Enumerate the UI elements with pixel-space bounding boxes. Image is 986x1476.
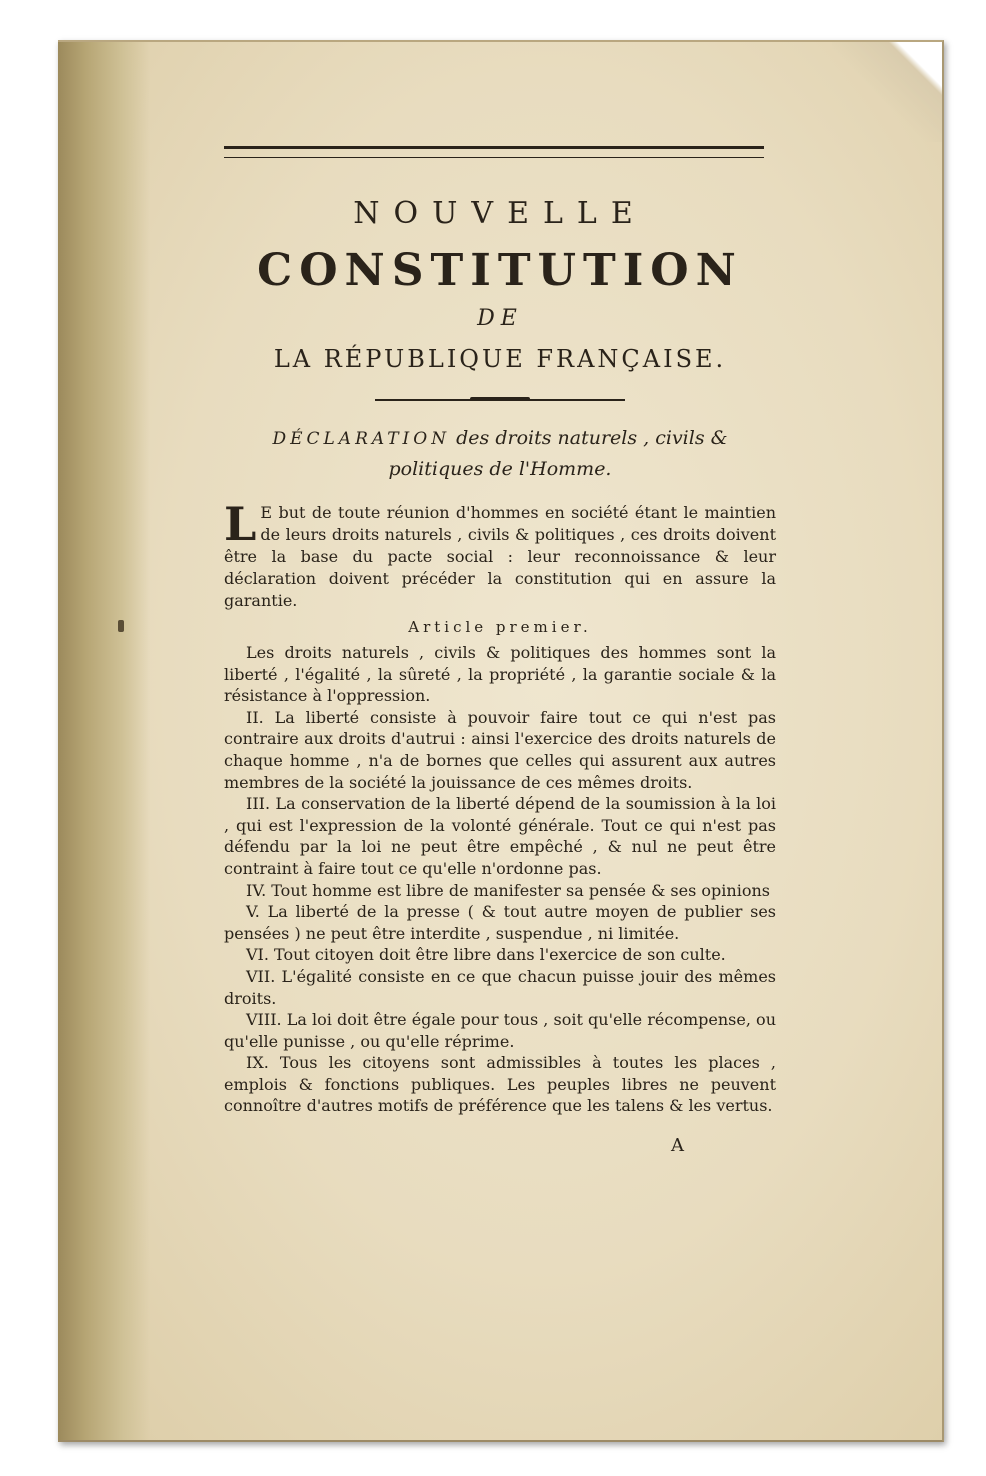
article-2: II. La liberté consiste à pouvoir faire tout ce qui n'est pas contraire aux droits d'autrui : ainsi l'exercice des droits naturels de chaque homme , n'a de bornes que celles qui assurent aux autres membres de la société la jouissance de ces mêmes droits. bbox=[224, 707, 776, 792]
article-heading: Article premier. bbox=[408, 618, 592, 636]
declaration-lead: DÉCLARATION bbox=[272, 429, 451, 449]
top-rule bbox=[224, 146, 764, 158]
article-3: III. La conservation de la liberté dépend de la soumission à la loi , qui est l'expression de la volonté générale. Tout ce qui n'est pas défendu par la loi ne peut être empêché , & nul ne peut être contraint à faire tout ce qu'elle n'ordonne pas. bbox=[224, 794, 776, 878]
title-constitution: CONSTITUTION bbox=[257, 245, 743, 296]
worn-corner bbox=[832, 40, 944, 142]
preamble-paragraph bbox=[224, 497, 776, 612]
article-4: IV. Tout homme est libre de manifester sa pensée & ses opinions bbox=[246, 880, 770, 900]
declaration-rest-2: politiques de l'Homme. bbox=[388, 458, 612, 480]
binding-edge bbox=[58, 42, 150, 1440]
article-8: VIII. La loi doit être égale pour tous , soit qu'elle récompense, ou qu'elle punisse , ou qu'elle réprime. bbox=[224, 1010, 776, 1051]
article-5: V. La liberté de la presse ( & tout autre moyen de publier ses pensées ) ne peut être interdite , suspendue , ni limitée. bbox=[224, 902, 776, 943]
document-page bbox=[58, 40, 944, 1442]
middle-rule bbox=[375, 399, 625, 401]
title-republique: LA RÉPUBLIQUE FRANÇAISE. bbox=[273, 345, 727, 373]
title-de: DE bbox=[477, 306, 523, 331]
margin-mark bbox=[118, 620, 124, 632]
title-nouvelle: NOUVELLE bbox=[353, 196, 647, 231]
article-9: IX. Tous les citoyens sont admissibles à toutes les places , emplois & fonctions publiques. Les peuples libres ne peuvent connoître d'autres motifs de préférence que les talens & les vertus. bbox=[224, 1053, 776, 1116]
declaration-heading bbox=[224, 423, 776, 484]
declaration-rest-1: des droits naturels , civils & bbox=[456, 427, 728, 449]
article-7: VII. L'égalité consiste en ce que chacun puisse jouir des mêmes droits. bbox=[224, 966, 776, 1008]
drop-cap: L bbox=[224, 497, 257, 551]
article-6: VI. Tout citoyen doit être libre dans l'exercice de son culte. bbox=[246, 945, 726, 965]
signature-mark: A bbox=[671, 1135, 684, 1157]
articles-list bbox=[224, 642, 776, 1117]
text-column bbox=[224, 146, 776, 1156]
article-1: Les droits naturels , civils & politiques des hommes sont la liberté , l'égalité , la sûreté , la propriété , la garantie sociale & la résistance à l'oppression. bbox=[224, 643, 776, 706]
preamble-text: E but de toute réunion d'hommes en société étant le maintien de leurs droits naturels , civils & politiques , ces droits doivent être la base du pacte social : leur reconnoissance & leur déclaration doivent précéder la constitution qui en assure la garantie. bbox=[224, 503, 776, 610]
